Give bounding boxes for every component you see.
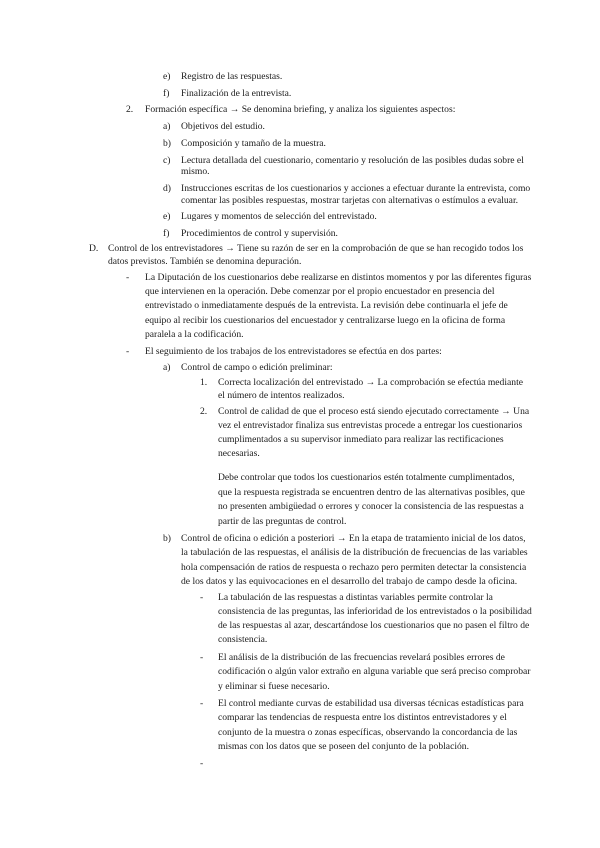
- list-marker: e): [163, 71, 171, 82]
- section-number: 2.: [126, 104, 134, 115]
- paragraph-line: El seguimiento de los trabajos de los entrevistadores se efectúa en dos partes:: [145, 346, 442, 357]
- list-marker: a): [163, 121, 171, 132]
- list-item-text: Objetivos del estudio.: [181, 121, 265, 132]
- list-item-text: Correcta localización del entrevistado → La comprobación se efectúa mediante: [218, 377, 523, 388]
- list-item-text: el número de intentos realizados.: [218, 390, 345, 401]
- paragraph-line: La tabulación de las respuestas a distintas variables permite controlar la: [218, 592, 493, 603]
- paragraph-line: partir de las preguntas de control.: [218, 516, 347, 527]
- paragraph-line: entrevistado o inmediatamente después de la entrevista. La revisión debe continuarla el jefe de: [145, 300, 508, 311]
- paragraph-line: El control mediante curvas de estabilidad usa diversas técnicas estadísticas para: [218, 698, 524, 709]
- list-marker: b): [163, 533, 171, 544]
- list-item-text: Control de campo o edición preliminar:: [181, 362, 333, 373]
- list-marker: d): [163, 183, 171, 194]
- paragraph-line: que intervienen en la operación. Debe comenzar por el propio encuestador en presencia del: [145, 286, 495, 297]
- list-item-text: Instrucciones escritas de los cuestionarios y acciones a efectuar durante la entrevista, como: [181, 183, 531, 194]
- paragraph-line: conjunto de la muestra o zonas específicas, observando la concordancia de las: [218, 727, 518, 738]
- list-marker: b): [163, 138, 171, 149]
- list-item-text: de los datos y las equivocaciones en el desarrollo del trabajo de campo desde la oficina.: [181, 576, 518, 587]
- paragraph-line: consistencia de las preguntas, las inferioridad de los entrevistados o la posibilidad: [218, 606, 532, 617]
- list-item-text: mismo.: [181, 166, 210, 177]
- list-item-text: Registro de las respuestas.: [181, 71, 283, 82]
- paragraph-line: La Diputación de los cuestionarios debe realizarse en distintos momentos y por las diferentes figuras: [145, 272, 532, 283]
- list-item-text: cumplimentados a su supervisor inmediato para realizar las rectificaciones: [218, 434, 504, 445]
- paragraph-line: consistencia.: [218, 634, 268, 645]
- paragraph-line: mismas con los datos que se poseen del conjunto de la población.: [218, 741, 469, 752]
- bullet-marker: -: [200, 758, 204, 769]
- list-item-text: vez el entrevistador finaliza sus entrevistas procede a entregar los cuestionarios: [218, 420, 523, 431]
- paragraph-line: de las respuestas al azar, descartándose los cuestionarios que no pasen el filtro de: [218, 620, 530, 631]
- paragraph-line: que la respuesta registrada se encuentren dentro de las alternativas posibles, que: [218, 487, 525, 498]
- list-item-text: Control de calidad de que el proceso está siendo ejecutado correctamente → Una: [218, 406, 530, 417]
- bullet-marker: -: [126, 272, 130, 283]
- list-marker: f): [163, 88, 170, 99]
- paragraph-line: Debe controlar que todos los cuestionarios estén totalmente cumplimentados,: [218, 472, 515, 483]
- section-heading: Formación específica → Se denomina briefing, y analiza los siguientes aspectos:: [145, 104, 456, 115]
- list-marker: a): [163, 362, 171, 373]
- list-marker: 2.: [200, 406, 208, 417]
- paragraph-line: equipo al recibir los cuestionarios del encuestador y centralizarse luego en la oficina de forma: [145, 315, 506, 326]
- section-letter: D.: [89, 243, 99, 254]
- list-marker: 1.: [200, 377, 208, 388]
- list-marker: f): [163, 228, 170, 239]
- list-item-text: hola compensación de ratios de respuesta o rechazo pero permiten detectar la consistencia: [181, 562, 527, 573]
- list-marker: c): [163, 155, 171, 166]
- list-item-text: Composición y tamaño de la muestra.: [181, 138, 326, 149]
- list-item-text: Control de oficina o edición a posteriori → En la etapa de tratamiento inicial de los datos,: [181, 533, 526, 544]
- bullet-marker: -: [200, 592, 204, 603]
- section-heading: Control de los entrevistadores → Tiene su razón de ser en la comprobación de que se han recogido todos los: [108, 243, 524, 254]
- list-item-text: comentar las posibles respuestas, mostrar tarjetas con alternativas o estímulos a evaluar.: [181, 195, 519, 206]
- paragraph-line: no presenten ambigüedad o errores y conocer la consistencia de las respuestas a: [218, 501, 524, 512]
- paragraph-line: paralela a la codificación.: [145, 329, 244, 340]
- list-item-text: Lugares y momentos de selección del entrevistado.: [181, 211, 377, 222]
- bullet-marker: -: [200, 698, 204, 709]
- bullet-marker: -: [200, 652, 204, 663]
- paragraph-line: El análisis de la distribución de las frecuencias revelará posibles errores de: [218, 652, 505, 663]
- bullet-marker: -: [126, 346, 130, 357]
- list-item-text: Lectura detallada del cuestionario, comentario y resolución de las posibles dudas sobre el: [181, 155, 524, 166]
- section-heading: datos previstos. También se denomina depuración.: [108, 256, 302, 267]
- list-marker: e): [163, 211, 171, 222]
- list-item-text: necesarias.: [218, 448, 260, 459]
- list-item-text: Procedimientos de control y supervisión.: [181, 228, 338, 239]
- paragraph-line: y eliminar si fuese necesario.: [218, 681, 330, 692]
- list-item-text: la tabulación de las respuestas, el análisis de la distribución de frecuencias de las variables: [181, 547, 528, 558]
- paragraph-line: codificación o algún valor extraño en alguna variable que será preciso comprobar: [218, 666, 531, 677]
- paragraph-line: comparar las tendencias de respuesta entre los distintos entrevistadores y el: [218, 712, 507, 723]
- list-item-text: Finalización de la entrevista.: [181, 88, 292, 99]
